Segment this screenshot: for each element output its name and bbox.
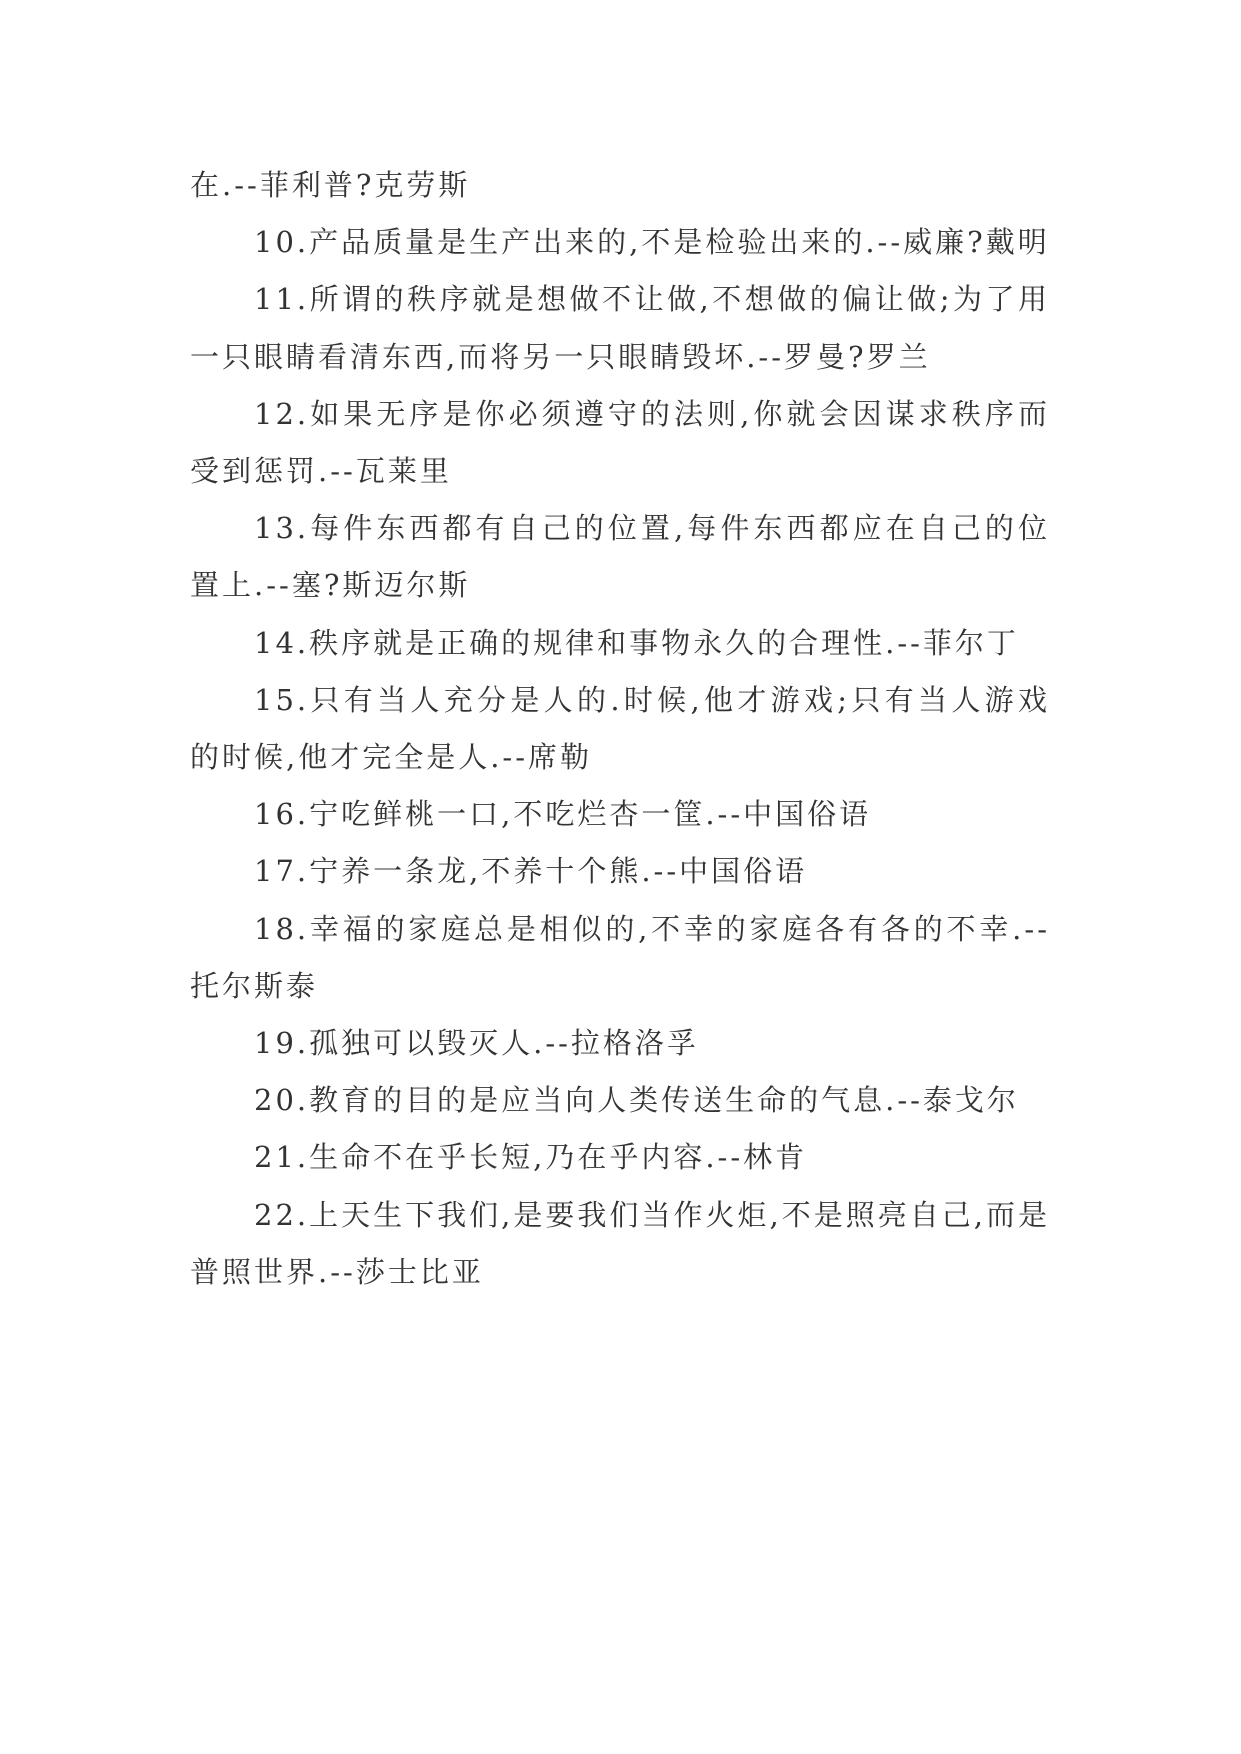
document-body <box>190 157 1050 1301</box>
paragraph: 10.产品质量是生产出来的,不是检验出来的.--威廉?戴明 <box>254 225 1050 260</box>
paragraph: 19.孤独可以毁灭人.--拉格洛孚 <box>254 1026 699 1061</box>
paragraph: 17.宁养一条龙,不养十个熊.--中国俗语 <box>254 854 808 889</box>
paragraph: 在.--菲利普?克劳斯 <box>190 168 471 202</box>
paragraph: 13.每件东西都有自己的位置,每件东西都应在自己的位置上.--塞?斯迈尔斯 <box>190 511 1050 603</box>
paragraph: 18.幸福的家庭总是相似的,不幸的家庭各有各的不幸.--托尔斯泰 <box>190 911 1050 1003</box>
paragraph: 11.所谓的秩序就是想做不让做,不想做的偏让做;为了用一只眼睛看清东西,而将另一只眼睛毁坏.--罗曼?罗兰 <box>190 282 1050 374</box>
paragraph: 14.秩序就是正确的规律和事物永久的合理性.--菲尔丁 <box>254 625 1019 660</box>
paragraph: 20.教育的目的是应当向人类传送生命的气息.--泰戈尔 <box>254 1083 1019 1118</box>
paragraph: 22.上天生下我们,是要我们当作火炬,不是照亮自己,而是普照世界.--莎士比亚 <box>190 1197 1050 1289</box>
paragraph: 21.生命不在乎长短,乃在乎内容.--林肯 <box>254 1140 808 1175</box>
paragraph: 12.如果无序是你必须遵守的法则,你就会因谋求秩序而受到惩罚.--瓦莱里 <box>190 396 1050 489</box>
paragraph: 15.只有当人充分是人的.时候,他才游戏;只有当人游戏的时候,他才完全是人.--席勒 <box>190 682 1050 775</box>
paragraph: 16.宁吃鲜桃一口,不吃烂杏一筐.--中国俗语 <box>254 797 872 832</box>
